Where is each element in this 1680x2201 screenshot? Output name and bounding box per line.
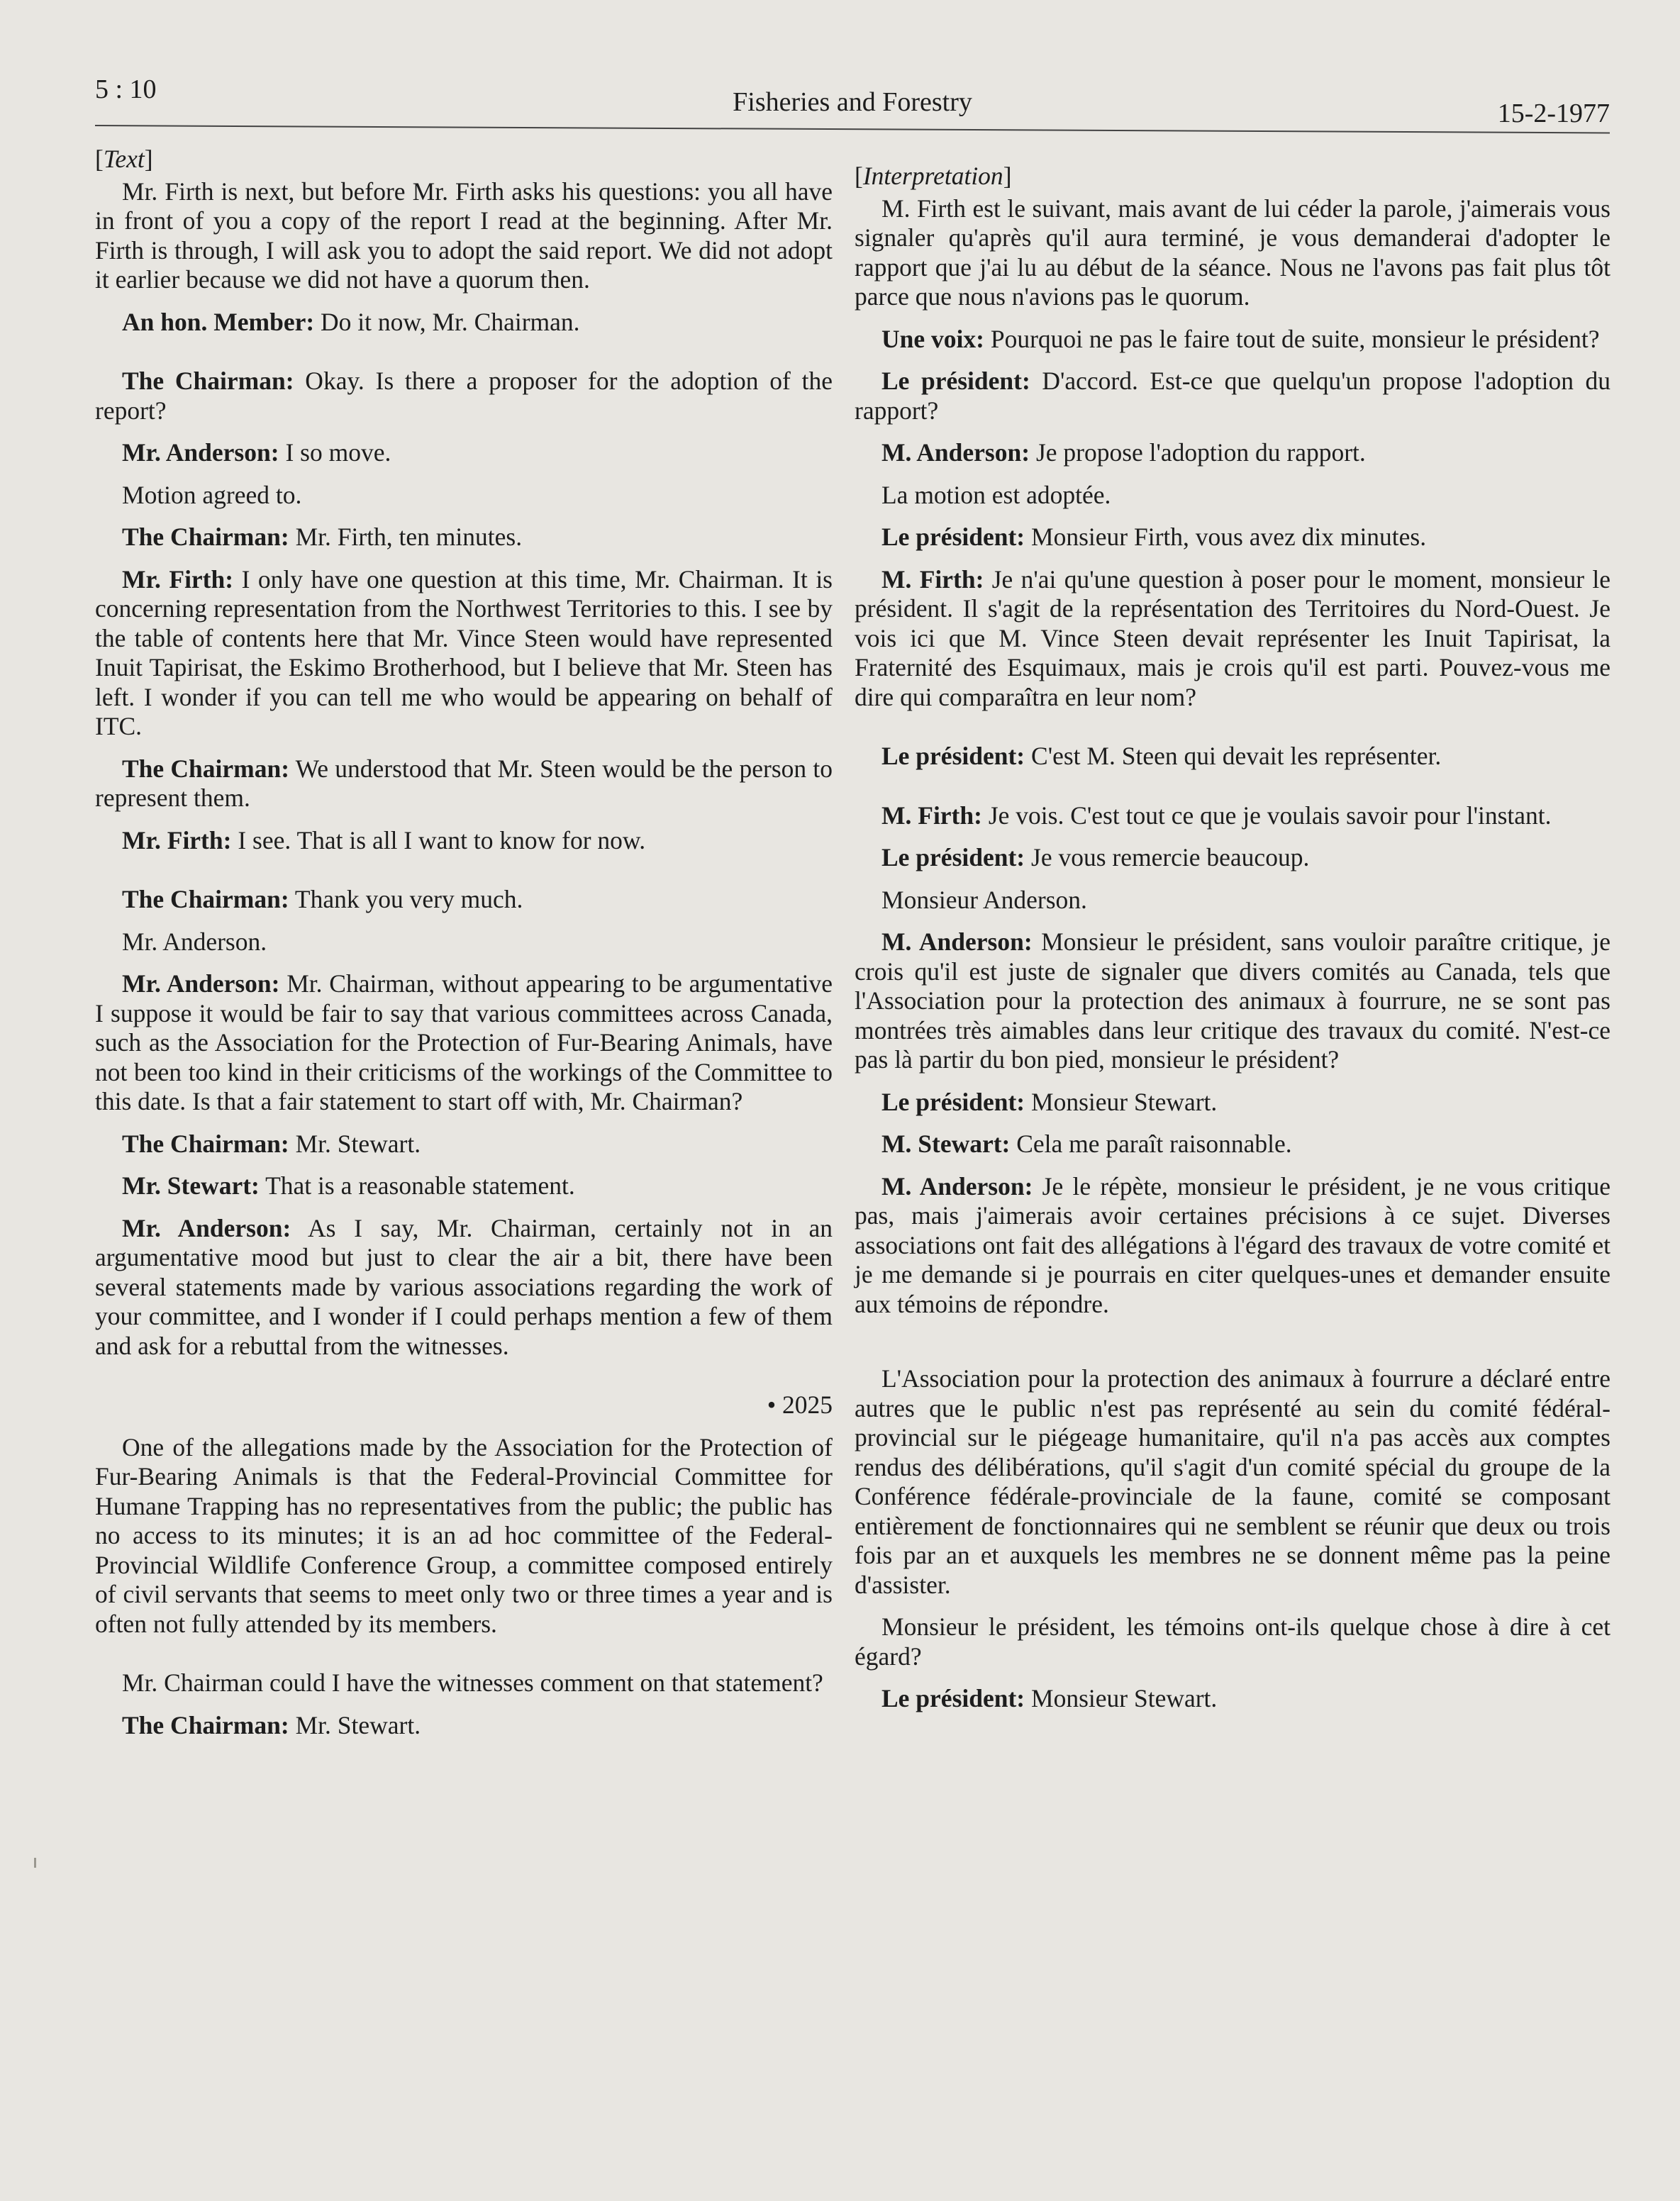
french-column xyxy=(855,162,1611,1727)
paragraph-en-17: Mr. Chairman could I have the witnesses comment on that statement? xyxy=(122,1668,823,1697)
paragraph-fr-12: M. Anderson: Monsieur le président, sans vouloir paraître critique, je crois qu'il est juste de signaler que divers comités au Canada, tels que l'Association pour la protection des animaux à fourrure, ne se sont pas montrées très aimables dans leur critique des travaux du comité. N'est-ce pas là partir du bon pied, monsieur le président? xyxy=(855,927,1611,1074)
speaker: M. Anderson: xyxy=(881,927,1033,956)
journal-title: Fisheries and Forestry xyxy=(733,87,972,117)
speaker: An hon. Member: xyxy=(122,307,315,336)
paragraph-en-8: The Chairman: We understood that Mr. Steen would be the person to represent them. xyxy=(95,754,833,812)
speaker: M. Firth: xyxy=(881,801,982,830)
speaker: Le président: xyxy=(881,742,1025,770)
paragraph-en-9: Mr. Firth: I see. That is all I want to know for now. xyxy=(122,825,646,854)
speaker: M. Anderson: xyxy=(881,438,1030,467)
speaker: Le président: xyxy=(881,1684,1025,1712)
paragraph-fr-10: Le président: Je vous remercie beaucoup. xyxy=(881,843,1310,871)
paragraph-en-5: Motion agreed to. xyxy=(122,480,302,509)
paragraph-en-11: Mr. Anderson. xyxy=(122,927,267,956)
paragraph-en-7: Mr. Firth: I only have one question at this time, Mr. Chairman. It is concerning representation from the Northwest Territories to this. I see by the table of contents here that Mr. Vince Steen would have represented Inuit Tapirisat, the Eskimo Brotherhood, but I believe that Mr. Steen has left. I wonder if you can tell me who would be appearing on behalf of ITC. xyxy=(95,564,833,740)
paragraph-en-15: Mr. Anderson: As I say, Mr. Chairman, certainly not in an argumentative mood but just to clear the air a bit, there have been several statements made by various associations regarding the work of your committee, and I wonder if I could perhaps mention a few of them and ask for a rebuttal from the witnesses. xyxy=(95,1213,833,1360)
speaker: The Chairman: xyxy=(122,367,294,395)
margin-mark xyxy=(34,1858,36,1868)
paragraph-en-16: One of the allegations made by the Association for the Protection of Fur-Bearing Animals is that the Federal-Provincial Committee for Humane Trapping has no representatives from the public; the public has no access to its minutes; it is an ad hoc committee of the Federal-Provincial Wildlife Conference Group, a committee composed entirely of civil servants that seems to meet only two or three times a year and is often not fully attended by its members. xyxy=(95,1432,833,1638)
paragraph-en-6: The Chairman: Mr. Firth, ten minutes. xyxy=(122,523,523,551)
english-column xyxy=(95,145,833,1753)
paragraph-en-12: Mr. Anderson: Mr. Chairman, without appearing to be argumentative I suppose it would be fair to say that various committees across Canada, such as the Association for the Protection of Fur-Bearing Animals, have not been too kind in their criticisms of the workings of the Committee to this date. Is that a fair statement to start off with, Mr. Chairman? xyxy=(95,969,833,1115)
speaker: Mr. Anderson: xyxy=(122,1213,291,1242)
paragraph-fr-8: Le président: C'est M. Steen qui devait les représenter. xyxy=(881,742,1442,770)
speaker: The Chairman: xyxy=(122,885,289,913)
section-label-en: [Text] xyxy=(95,145,153,173)
paragraph-en-1: Mr. Firth is next, but before Mr. Firth asks his questions: you all have in front of you a copy of the report I read at the beginning. After Mr. Firth is through, I will ask you to adopt the said report. We did not adopt it earlier because we did not have a quorum then. xyxy=(95,177,833,294)
paragraph-fr-15: M. Anderson: Je le répète, monsieur le président, je ne vous critique pas, mais j'aimerais avoir certaines précisions à ce sujet. Diverses associations ont fait des allégations à l'égard des travaux de votre comité et je me demande si je pourrais en citer quelques-unes et demander ensuite aux témoins de répondre. xyxy=(855,1171,1611,1318)
page-header xyxy=(95,74,1610,130)
paragraph-fr-11: Monsieur Anderson. xyxy=(881,885,1087,914)
paragraph-en-10: The Chairman: Thank you very much. xyxy=(122,885,523,913)
speaker: Une voix: xyxy=(881,324,984,353)
speaker: Mr. Firth: xyxy=(122,825,232,854)
paragraph-fr-18: Le président: Monsieur Stewart. xyxy=(881,1684,1218,1712)
paragraph-fr-2: Une voix: Pourquoi ne pas le faire tout de suite, monsieur le président? xyxy=(881,324,1600,353)
page-number: 5 : 10 xyxy=(95,74,157,104)
paragraph-en-2: An hon. Member: Do it now, Mr. Chairman. xyxy=(122,307,580,336)
paragraph-fr-3: Le président: D'accord. Est-ce que quelqu'un propose l'adoption du rapport? xyxy=(855,367,1611,425)
paragraph-fr-14: M. Stewart: Cela me paraît raisonnable. xyxy=(881,1130,1292,1158)
speaker: Mr. Firth: xyxy=(122,564,234,594)
speaker: The Chairman: xyxy=(122,1129,289,1158)
speaker: M. Anderson: xyxy=(881,1171,1033,1200)
paragraph-fr-7: M. Firth: Je n'ai qu'une question à poser pour le moment, monsieur le président. Il s'agit de la représentation des Territoires du Nord-Ouest. Je vois ici que M. Vince Steen devait représenter les Inuit Tapirisat, la Fraternité des Esquimaux, mais je crois qu'il est parti. Pouvez-vous me dire qui comparaîtra en leur nom? xyxy=(855,564,1611,711)
speaker: Le président: xyxy=(881,1087,1025,1116)
header-rule xyxy=(95,125,1610,133)
paragraph-fr-6: Le président: Monsieur Firth, vous avez dix minutes. xyxy=(881,523,1427,551)
speaker: Le président: xyxy=(881,843,1025,871)
speaker: Mr. Anderson: xyxy=(122,969,280,998)
speaker: Mr. Anderson: xyxy=(122,438,279,467)
paragraph-fr-16: L'Association pour la protection des animaux à fourrure a déclaré entre autres que le public n'est pas représenté au sein du comité fédéral-provincial sur le piégeage humanitaire, qu'il n'a pas accès aux comptes rendus des délibérations, qu'il s'agit d'un comité spécial du groupe de la Conférence fédérale-provinciale de la faune, comité se composant entièrement de fonctionnaires qui ne semblent se réunir que deux ou trois fois par an et auxquels les membres ne se donnent même pas la peine d'assister. xyxy=(855,1364,1611,1599)
paragraph-fr-9: M. Firth: Je vois. C'est tout ce que je voulais savoir pour l'instant. xyxy=(881,801,1552,830)
speaker: The Chairman: xyxy=(122,754,290,783)
paragraph-en-14: Mr. Stewart: That is a reasonable statement. xyxy=(122,1171,575,1200)
paragraph-fr-4: M. Anderson: Je propose l'adoption du rapport. xyxy=(881,438,1366,467)
paragraph-en-4: Mr. Anderson: I so move. xyxy=(122,438,391,467)
paragraph-fr-5: La motion est adoptée. xyxy=(881,480,1111,509)
paragraph-fr-1: M. Firth est le suivant, mais avant de lui céder la parole, j'aimerais vous signaler qu'après qu'il aura terminé, je vous demanderai d'adopter le rapport que j'ai lu au début de la séance. Nous ne l'avons pas fait plus tôt parce que nous n'avions pas le quorum. xyxy=(855,194,1611,311)
section-label-fr: [Interpretation] xyxy=(855,162,1012,190)
paragraph-en-3: The Chairman: Okay. Is there a proposer for the adoption of the report? xyxy=(95,367,833,425)
speaker: The Chairman: xyxy=(122,1710,289,1739)
paragraph-en-18: The Chairman: Mr. Stewart. xyxy=(122,1710,421,1739)
paragraph-fr-13: Le président: Monsieur Stewart. xyxy=(881,1087,1218,1116)
paragraph-fr-17: Monsieur le président, les témoins ont-ils quelque chose à dire à cet égard? xyxy=(855,1612,1611,1671)
time-marker: • 2025 xyxy=(767,1391,833,1419)
paragraph-en-13: The Chairman: Mr. Stewart. xyxy=(122,1129,421,1158)
speaker: Le président: xyxy=(881,367,1030,395)
speaker: Mr. Stewart: xyxy=(122,1171,260,1200)
speaker: Le président: xyxy=(881,523,1025,551)
speaker: M. Firth: xyxy=(881,564,984,594)
speaker: M. Stewart: xyxy=(881,1130,1011,1158)
issue-date: 15-2-1977 xyxy=(1497,99,1610,128)
speaker: The Chairman: xyxy=(122,523,289,551)
